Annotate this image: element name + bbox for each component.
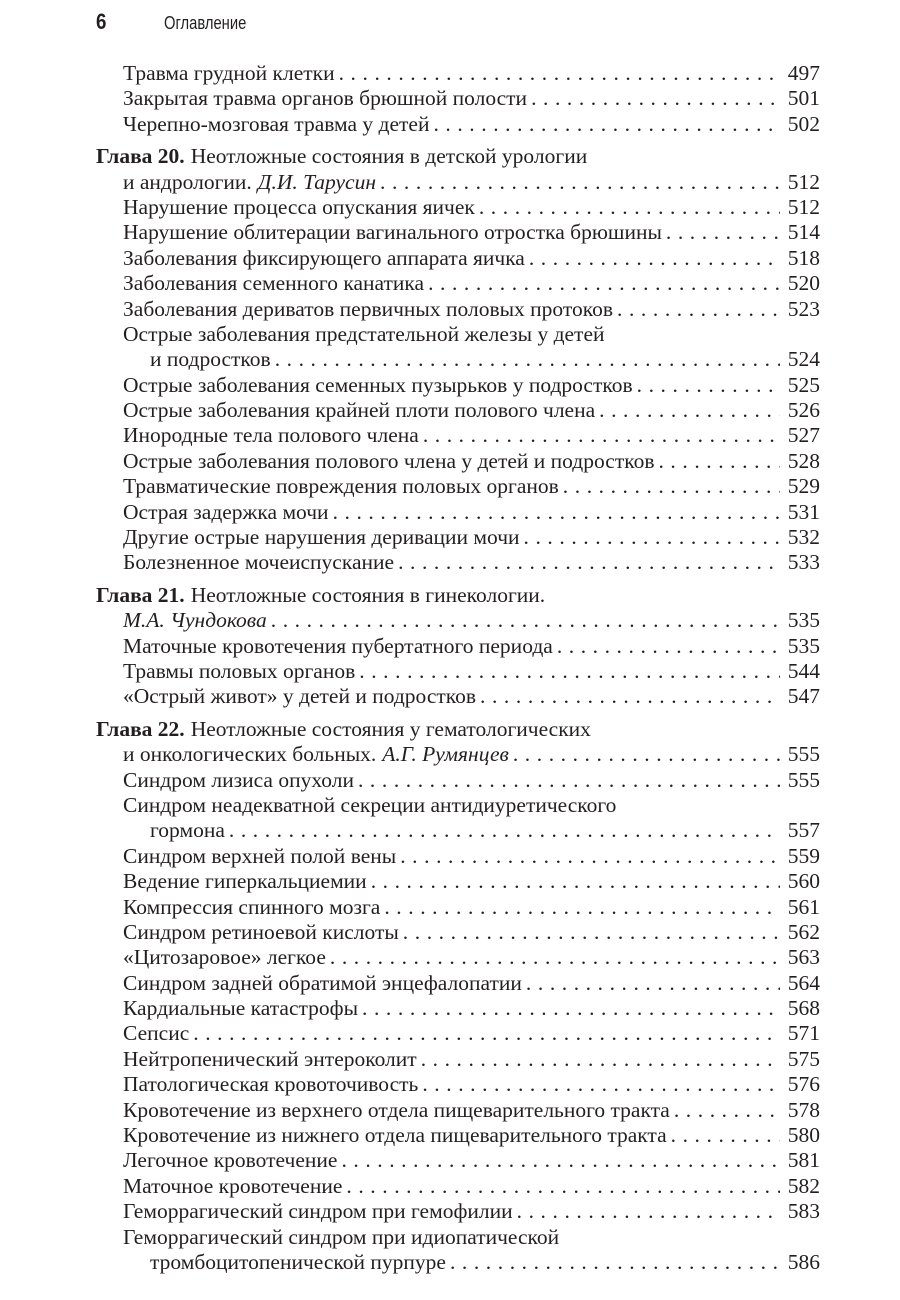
entry-page-number: 583 <box>787 1199 820 1224</box>
entry-title: Кровотечение из нижнего отдела пищеварительного тракта <box>123 1123 667 1148</box>
toc-entry[interactable] <box>96 86 820 111</box>
entry-title: Травматические повреждения половых органов <box>123 474 559 499</box>
toc-entry[interactable] <box>96 1174 820 1199</box>
toc-entry[interactable] <box>96 1021 820 1046</box>
entry-page-number: 514 <box>787 220 820 245</box>
entry-page-number: 555 <box>787 767 820 792</box>
chapter-block <box>96 717 820 1276</box>
dot-leader <box>398 550 780 575</box>
entry-title-continuation: гормона <box>150 818 225 843</box>
chapter-heading-continuation[interactable] <box>96 170 820 195</box>
entry-page-number: 582 <box>787 1173 820 1198</box>
dot-leader <box>637 373 780 398</box>
dot-leader <box>423 423 780 448</box>
chapter-heading-continuation[interactable] <box>96 742 820 767</box>
dot-leader <box>529 246 780 271</box>
entry-title: Кардиальные катастрофы <box>123 996 359 1021</box>
toc-entry[interactable] <box>96 1148 820 1173</box>
toc-entry[interactable] <box>96 869 820 894</box>
entry-title: Заболевания семенного канатика <box>123 271 425 296</box>
entry-page-number: 562 <box>787 919 820 944</box>
entry-title: «Острый живот» у детей и подростков <box>123 684 477 709</box>
chapter-page-number: 535 <box>787 608 820 633</box>
toc-entry[interactable] <box>96 398 820 423</box>
entry-page-number: 564 <box>787 970 820 995</box>
entry-title: Закрытая травма органов брюшной полости <box>123 86 528 111</box>
entry-page-number: 580 <box>787 1123 820 1148</box>
entry-title: Острые заболевания полового члена у детей и подростков <box>123 448 655 473</box>
running-title: Оглавление <box>164 13 247 33</box>
entry-title: Заболевания дериватов первичных половых протоков <box>123 296 614 321</box>
toc-entry[interactable] <box>96 322 820 347</box>
toc-entry[interactable] <box>96 373 820 398</box>
entry-title: Ведение гиперкальциемии <box>123 869 367 894</box>
toc-entry[interactable] <box>96 1072 820 1097</box>
chapter-label: Глава 21. <box>96 582 185 607</box>
toc-entry-continuation[interactable] <box>96 347 820 372</box>
dot-leader <box>450 1250 780 1275</box>
dot-leader <box>531 86 780 111</box>
chapter-title: Неотложные состояния в гинекологии. <box>190 582 546 607</box>
chapter-page-number: 555 <box>787 742 820 767</box>
toc-entry[interactable] <box>96 895 820 920</box>
toc-entry[interactable] <box>96 768 820 793</box>
toc-entry[interactable] <box>96 550 820 575</box>
entry-page-number: 525 <box>787 372 820 397</box>
toc-entry[interactable] <box>96 971 820 996</box>
chapter-label: Глава 22. <box>96 716 185 741</box>
entry-page-number: 581 <box>787 1148 820 1173</box>
dot-leader <box>384 895 780 920</box>
entry-page-number: 518 <box>787 245 820 270</box>
dot-leader <box>563 474 780 499</box>
dot-leader <box>330 945 780 970</box>
toc-entry[interactable] <box>96 423 820 448</box>
toc-entry[interactable] <box>96 659 820 684</box>
entry-page-number: 527 <box>787 423 820 448</box>
running-head <box>96 9 264 39</box>
entry-title: «Цитозаровое» легкое <box>123 945 326 970</box>
entry-title: Синдром задней обратимой энцефалопатии <box>123 970 522 995</box>
chapter-author: А.Г. Румянцев <box>382 742 509 767</box>
chapter-heading[interactable] <box>96 144 820 169</box>
dot-leader <box>346 1174 780 1199</box>
entry-title-continuation: тромбоцитопенической пурпуре <box>150 1249 446 1274</box>
entry-page-number: 560 <box>787 869 820 894</box>
entry-page-number: 571 <box>787 1021 820 1046</box>
dot-leader <box>674 1098 780 1123</box>
entry-page-number: 578 <box>787 1097 820 1122</box>
entry-page-number: 512 <box>787 194 820 219</box>
toc-entry[interactable] <box>96 297 820 322</box>
entry-page-number: 524 <box>787 347 820 372</box>
toc-entry-continuation[interactable] <box>96 818 820 843</box>
entry-page-number: 523 <box>787 296 820 321</box>
dot-leader <box>341 1148 780 1173</box>
entry-title: Черепно-мозговая травма у детей <box>123 111 430 136</box>
toc-entry[interactable] <box>96 1098 820 1123</box>
chapter-label: Глава 20. <box>96 144 185 169</box>
chapter-page-number: 512 <box>787 169 820 194</box>
entry-title: Маточные кровотечения пубертатного периода <box>123 633 553 658</box>
dot-leader <box>371 869 780 894</box>
dot-leader <box>422 1072 780 1097</box>
entry-title: Острые заболевания семенных пузырьков у подростков <box>123 372 633 397</box>
toc-entry[interactable] <box>96 684 820 709</box>
toc-entry[interactable] <box>96 844 820 869</box>
dot-leader <box>666 220 780 245</box>
toc-entry[interactable] <box>96 271 820 296</box>
entry-page-number: 575 <box>787 1046 820 1071</box>
entry-title: Синдром лизиса опухоли <box>123 767 354 792</box>
entry-page-number: 532 <box>787 525 820 550</box>
entry-title: Геморрагический синдром при гемофилии <box>123 1199 513 1224</box>
toc-entry[interactable] <box>96 793 820 818</box>
toc-entry[interactable] <box>96 1199 820 1224</box>
toc-entry[interactable] <box>96 220 820 245</box>
dot-leader <box>671 1123 780 1148</box>
chapter-author: Д.И. Тарусин <box>257 169 377 194</box>
toc-entry[interactable] <box>96 449 820 474</box>
toc-entry[interactable] <box>96 996 820 1021</box>
chapter-title: Неотложные состояния в детской урологии <box>190 144 588 169</box>
toc-preceding-entries <box>96 61 820 137</box>
dot-leader <box>339 61 780 86</box>
dot-leader <box>517 1199 780 1224</box>
entry-title: Заболевания фиксирующего аппарата яичка <box>123 245 525 270</box>
dot-leader <box>359 659 780 684</box>
entry-title: Синдром верхней полой вены <box>123 843 397 868</box>
entry-page-number: 533 <box>787 550 820 575</box>
entry-page-number: 576 <box>787 1072 820 1097</box>
dot-leader <box>400 844 780 869</box>
entry-page-number: 528 <box>787 448 820 473</box>
entry-title: Легочное кровотечение <box>123 1148 338 1173</box>
entry-page-number: 520 <box>787 271 820 296</box>
entry-title: Нарушение процесса опускания яичек <box>123 194 475 219</box>
entry-page-number: 526 <box>787 398 820 423</box>
dot-leader <box>428 271 780 296</box>
entry-page-number: 529 <box>787 474 820 499</box>
entry-page-number: 501 <box>787 86 820 111</box>
dot-leader <box>275 347 780 372</box>
toc-entry[interactable] <box>96 634 820 659</box>
dot-leader <box>480 684 780 709</box>
toc-entry[interactable] <box>96 500 820 525</box>
toc-entry[interactable] <box>96 920 820 945</box>
dot-leader <box>333 500 780 525</box>
entry-page-number: 502 <box>787 111 820 136</box>
entry-title: Компрессия спинного мозга <box>123 894 381 919</box>
entry-page-number: 586 <box>787 1249 820 1274</box>
entry-title: Травма грудной клетки <box>123 61 335 85</box>
entry-title: Нейтропенический энтероколит <box>123 1046 417 1071</box>
toc-entry[interactable] <box>96 246 820 271</box>
dot-leader <box>617 297 780 322</box>
entry-title: Синдром неадекватной секреции антидиуретического <box>123 792 617 817</box>
chapter-block <box>96 583 820 710</box>
entry-title: Синдром ретиноевой кислоты <box>123 919 399 944</box>
dot-leader <box>526 971 780 996</box>
dot-leader <box>599 398 780 423</box>
toc-entry[interactable] <box>96 61 820 86</box>
entry-page-number: 568 <box>787 996 820 1021</box>
dot-leader <box>229 818 780 843</box>
table-of-contents <box>96 61 820 1275</box>
dot-leader <box>658 449 780 474</box>
toc-entry[interactable] <box>96 474 820 499</box>
entry-page-number: 559 <box>787 843 820 868</box>
entry-page-number: 544 <box>787 658 820 683</box>
dot-leader <box>421 1047 780 1072</box>
entry-title: Другие острые нарушения деривации мочи <box>123 525 520 550</box>
entry-page-number: 561 <box>787 894 820 919</box>
entry-title: Маточное кровотечение <box>123 1173 343 1198</box>
entry-page-number: 497 <box>787 61 820 85</box>
toc-entry[interactable] <box>96 112 820 137</box>
chapter-heading-continuation[interactable] <box>96 608 820 633</box>
dot-leader <box>358 768 780 793</box>
chapter-author: М.А. Чундокова <box>123 608 267 633</box>
page-number: 6 <box>96 9 106 34</box>
chapter-heading[interactable] <box>96 583 820 608</box>
entry-page-number: 563 <box>787 945 820 970</box>
entry-title: Травмы половых органов <box>123 658 356 683</box>
toc-entry[interactable] <box>96 1123 820 1148</box>
dot-leader <box>403 920 780 945</box>
chapter-title: Неотложные состояния у гематологических <box>190 716 591 741</box>
entry-page-number: 547 <box>787 684 820 709</box>
entry-page-number: 557 <box>787 818 820 843</box>
toc-entry[interactable] <box>96 1047 820 1072</box>
entry-page-number: 535 <box>787 633 820 658</box>
dot-leader <box>433 112 780 137</box>
entry-title: Острая задержка мочи <box>123 499 329 524</box>
dot-leader <box>479 195 780 220</box>
toc-entry[interactable] <box>96 945 820 970</box>
entry-page-number: 531 <box>787 499 820 524</box>
dot-leader <box>271 608 780 633</box>
entry-title: Патологическая кровоточивость <box>123 1072 419 1097</box>
dot-leader <box>193 1021 780 1046</box>
entry-title: Геморрагический синдром при идиопатической <box>123 1224 560 1249</box>
entry-title: Болезненное мочеиспускание <box>123 550 395 575</box>
chapter-heading[interactable] <box>96 717 820 742</box>
toc-entry-continuation[interactable] <box>96 1250 820 1275</box>
dot-leader <box>380 170 780 195</box>
dot-leader <box>524 525 780 550</box>
entry-title: Острые заболевания крайней плоти полового члена <box>123 398 596 423</box>
toc-entry[interactable] <box>96 1225 820 1250</box>
chapter-block <box>96 144 820 576</box>
chapter-title-continuation: и андрологии. <box>123 169 252 194</box>
chapter-title-continuation: и онкологических больных. <box>123 742 377 767</box>
entry-title: Сепсис <box>123 1021 190 1046</box>
entry-title: Нарушение облитерации вагинального отростка брюшины <box>123 220 662 245</box>
toc-entry[interactable] <box>96 525 820 550</box>
dot-leader <box>362 996 780 1021</box>
entry-title: Кровотечение из верхнего отдела пищеварительного тракта <box>123 1097 670 1122</box>
dot-leader <box>513 742 780 767</box>
dot-leader <box>557 634 780 659</box>
entry-title-continuation: и подростков <box>150 347 271 372</box>
entry-title: Острые заболевания предстательной железы у детей <box>123 321 605 346</box>
entry-title: Инородные тела полового члена <box>123 423 419 448</box>
toc-entry[interactable] <box>96 195 820 220</box>
